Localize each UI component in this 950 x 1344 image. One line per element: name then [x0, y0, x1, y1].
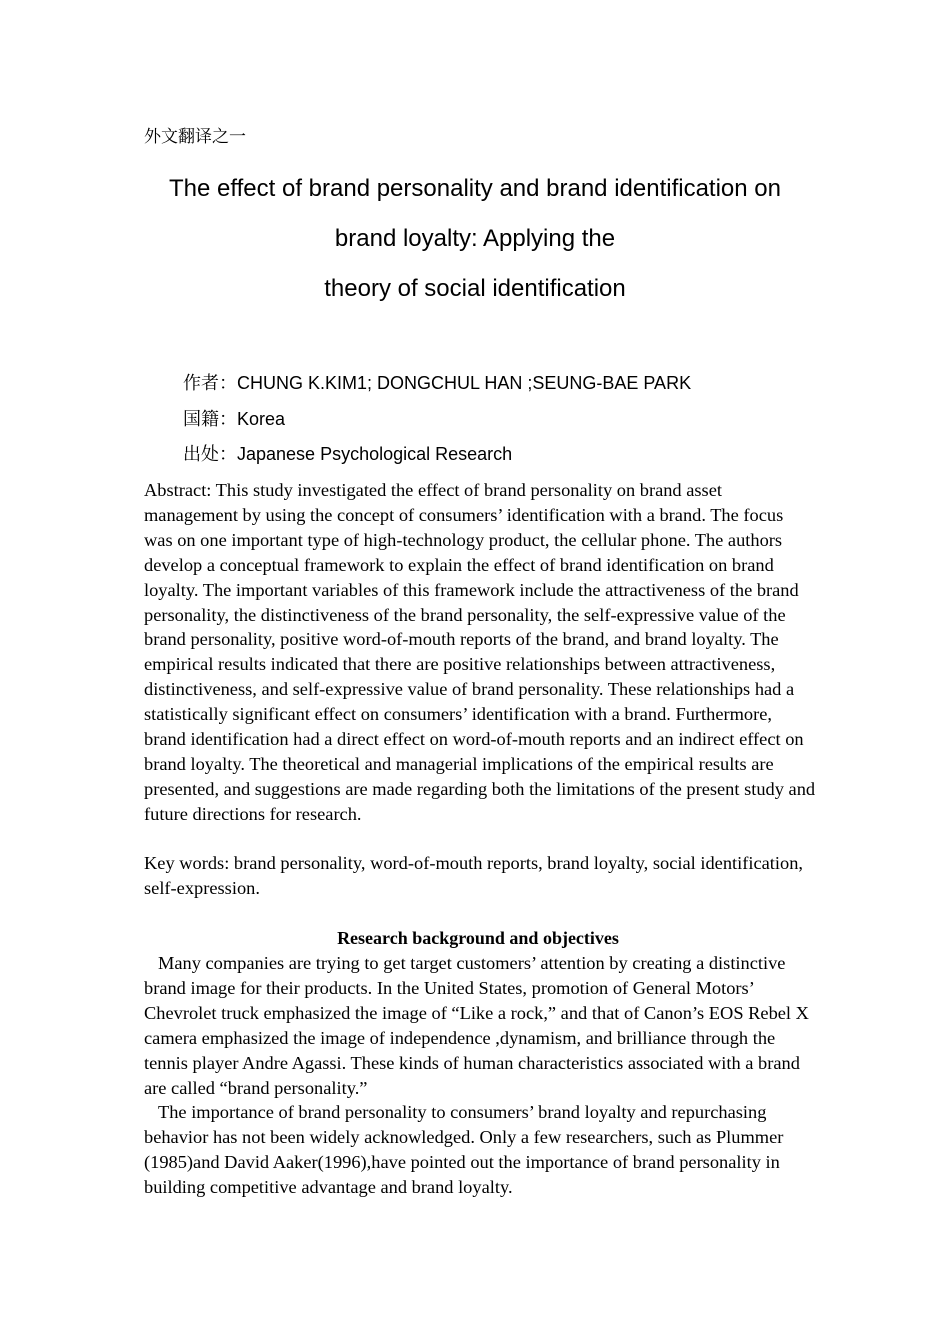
- author-label: 作者：: [183, 373, 237, 393]
- article-title: [100, 164, 850, 314]
- body-paragraph-2: The importance of brand personality to consumers’ brand loyalty and repurchasing behavior has not been widely acknowledged. Only a few researchers, such as Plummer (1985)and David Aaker(1996),have pointed out the importance of brand personality in building competitive advantage and brand loyalty.: [144, 1102, 784, 1197]
- source-line: [183, 442, 512, 466]
- nationality-value: Korea: [237, 409, 286, 429]
- title-line-3: theory of social identification: [324, 275, 626, 302]
- author-value: CHUNG K.KIM1; DONGCHUL HAN ;SEUNG-BAE PARK: [237, 373, 692, 393]
- nationality-line: [183, 407, 285, 431]
- body-paragraph-1: Many companies are trying to get target customers’ attention by creating a distinctive brand image for their products. In the United States, promotion of General Motors’ Chevrolet truck emphasized the image of “Like a rock,” and that of Canon’s EOS Rebel X camera emphasized the image of independence ,dynamism, and brilliance through the tennis player Andre Agassi. These kinds of human characteristics associated with a brand are called “brand personality.”: [144, 953, 809, 1098]
- source-value: Japanese Psychological Research: [237, 444, 513, 464]
- source-label: 出处：: [183, 444, 237, 464]
- section-heading: Research background and objectives: [337, 928, 619, 948]
- keywords-paragraph: Key words: brand personality, word-of-mouth reports, brand loyalty, social identification, self-expression.: [144, 853, 803, 898]
- title-line-1: The effect of brand personality and brand identification on: [169, 175, 781, 202]
- title-line-2: brand loyalty: Applying the: [334, 225, 616, 252]
- abstract-paragraph: Abstract: This study investigated the effect of brand personality on brand asset management by using the concept of consumers’ identification with a brand. The focus was on one important type of high-technology product, the cellular phone. The authors develop a conceptual framework to explain the effect of brand identification on brand loyalty. The important variables of this framework include the attractiveness of the brand personality, the distinctiveness of the brand personality, the self-expressive value of the brand personality, positive word-of-mouth reports of the brand, and brand loyalty. The empirical results indicated that there are positive relationships between attractiveness, distinctiveness, and self-expressive value of brand personality. These relationships had a statistically significant effect on consumers’ identification with a brand. Furthermore, brand identification had a direct effect on word-of-mouth reports and an indirect effect on brand loyalty. The theoretical and managerial implications of the empirical results are presented, and suggestions are made regarding both the limitations of the present study and future directions for research.: [144, 480, 816, 824]
- translation-header-label: 外文翻译之一: [144, 127, 246, 147]
- author-line: [183, 371, 691, 395]
- nationality-label: 国籍：: [183, 409, 237, 429]
